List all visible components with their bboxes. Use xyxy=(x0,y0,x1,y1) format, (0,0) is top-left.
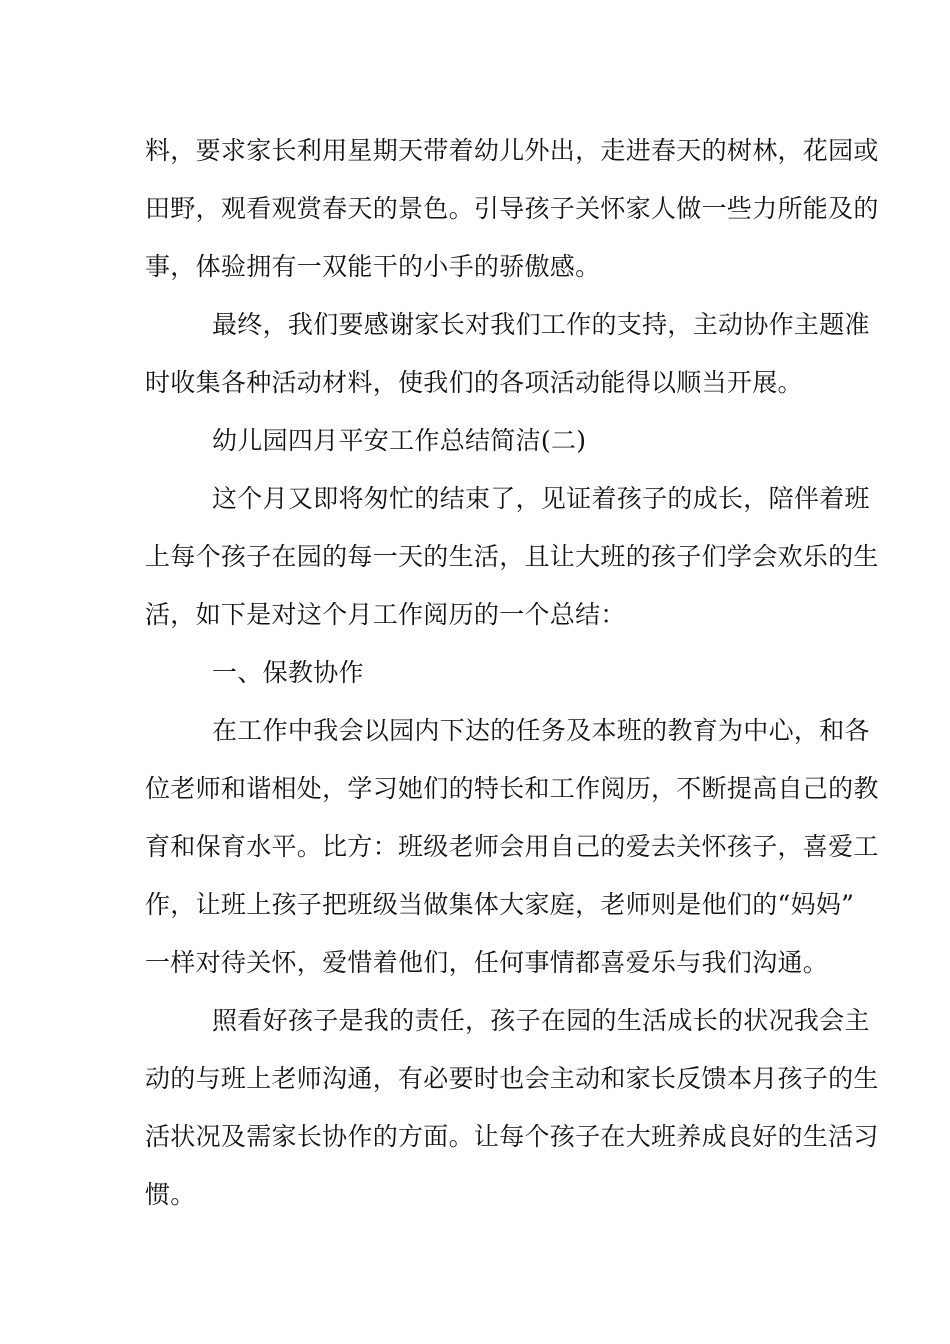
section-title: 幼儿园四月平安工作总结简洁(二) xyxy=(212,426,587,455)
section-heading: 一、保教协作 xyxy=(212,658,364,687)
paragraph-line: 动的与班上老师沟通，有必要时也会主动和家长反馈本月孩子的生 xyxy=(145,1064,879,1093)
paragraph-line: 最终，我们要感谢家长对我们工作的支持，主动协作主题准 xyxy=(212,310,870,339)
paragraph-line: 上每个孩子在园的每一天的生活，且让大班的孩子们学会欢乐的生 xyxy=(145,542,879,571)
paragraph-line: 惯。 xyxy=(145,1180,196,1209)
paragraph-line: 作，让班上孩子把班级当做集体大家庭，老师则是他们的“妈妈” xyxy=(145,890,855,919)
paragraph-line: 时收集各种活动材料，使我们的各项活动能得以顺当开展。 xyxy=(145,368,803,397)
paragraph-line: 活状况及需家长协作的方面。让每个孩子在大班养成良好的生活习 xyxy=(145,1122,879,1151)
paragraph-line: 一样对待关怀，爱惜着他们，任何事情都喜爱乐与我们沟通。 xyxy=(145,948,829,977)
paragraph-line: 位老师和谐相处，学习她们的特长和工作阅历，不断提高自己的教 xyxy=(145,774,879,803)
paragraph-line: 料，要求家长利用星期天带着幼儿外出，走进春天的树林，花园或 xyxy=(145,136,879,165)
paragraph-line: 照看好孩子是我的责任，孩子在园的生活成长的状况我会主 xyxy=(212,1006,870,1035)
paragraph-line: 活，如下是对这个月工作阅历的一个总结： xyxy=(145,600,626,629)
paragraph-line: 田野，观看观赏春天的景色。引导孩子关怀家人做一些力所能及的 xyxy=(145,194,879,223)
paragraph-line: 这个月又即将匆忙的结束了，见证着孩子的成长，陪伴着班 xyxy=(212,484,870,513)
paragraph-line: 在工作中我会以园内下达的任务及本班的教育为中心，和各 xyxy=(212,716,870,745)
paragraph-line: 事，体验拥有一双能干的小手的骄傲感。 xyxy=(145,252,601,281)
paragraph-line: 育和保育水平。比方：班级老师会用自己的爱去关怀孩子，喜爱工 xyxy=(145,832,879,861)
